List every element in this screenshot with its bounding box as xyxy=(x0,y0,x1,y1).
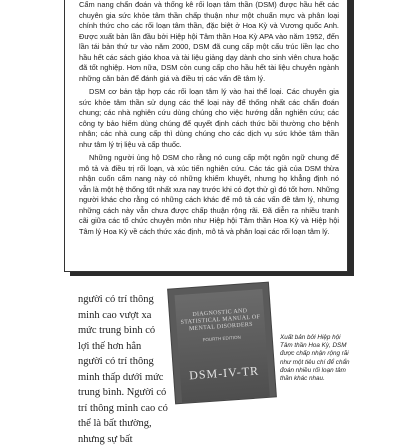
book-title: DIAGNOSTIC AND STATISTICAL MANUAL OF MENTAL DISORDERS xyxy=(180,308,261,333)
sidebar-box xyxy=(64,0,348,272)
sidebar-paragraph-2: DSM cơ bản tập hợp các rối loạn tâm lý vào hai thể loại. Các chuyên gia sức khỏe tâm thần sử dụng các thể loại này để thống nhất các chẩn đoán chung; các nhà nghiên cứu dùng chúng cho việc hướng dẫn nghiên cứu; các công ty bảo hiểm dùng chúng để quyết định cách thức bồi thường cho bệnh nhân; các nhà cung cấp thì dùng chúng cho các dịch vụ sức khỏe tâm thần như tâm lý trị liệu và cấp thuốc. xyxy=(79,87,339,149)
book-label: DSM-IV-TR xyxy=(188,363,260,383)
caption-text: Xuất bản bởi Hiệp hội Tâm thần Hoa Kỳ, DSM được chấp nhận rộng rãi như một tiêu chí để chẩn đoán nhiều rối loạn tâm thần khác nhau. xyxy=(280,334,350,383)
dsm-book-cover-image xyxy=(168,283,276,404)
figure-caption xyxy=(280,334,354,383)
book-edition: FOURTH EDITION xyxy=(202,334,241,343)
sidebar-paragraph-1: Cẩm nang chẩn đoán và thống kê rối loạn tâm thần (DSM) được hầu hết các chuyên gia sức khỏe tâm thần chấp thuận như một chuẩn mực và phân loại chính thức cho các rối loạn tâm thần, đặc biệt ở Hoa Kỳ và Vương quốc Anh. Được xuất bản lần đầu bởi Hiệp hội Tâm thần Hoa Kỳ APA vào năm 1952, đến lần tái bản thứ tư vào năm 2000, DSM đã cung cấp một cấu trúc liền lạc cho hầu hết các sách giáo khoa và tài liệu giảng dạy dành cho sinh viên chưa hoặc đã tốt nghiệp. Hơn nữa, DSM còn cung cấp cho hầu hết tài liệu chuyên ngành những căn bản để đánh giá và điều trị các vấn đề tâm lý. xyxy=(79,0,339,83)
book-cover-face xyxy=(175,289,270,403)
body-paragraph: người có trí thông minh cao vượt xa mức trung bình có lợi thế hơn hẳn người có trí thông minh thấp dưới mức trung bình. Người có trí thông minh cao có thể là bất thường, nhưng sự bất xyxy=(78,294,168,445)
sidebar-paragraph-3: Những người ủng hộ DSM cho rằng nó cung cấp một ngôn ngữ chung để mô tả và điều trị rối loạn, và xúc tiến nghiên cứu. Các tác giả của DSM thừa nhận cuốn cẩm nang này có những khiếm khuyết, nhưng họ khẳng định nó vẫn là một hệ thống tốt nhất xưa nay trước khi có đợt thử gì đó tốt hơn. Những người khác cho rằng có những cách khác để mô tả các vấn đề tâm lý, nhưng những cách này vẫn chưa được chấp thuận rộng rãi. Đã diễn ra nhiều tranh cãi giữa các tổ chức chuyên môn như Hiệp hội Tâm thần Hoa Kỳ và Hiệp hội Tâm lý Hoa Kỳ về cách thức xác định, mô tả và phân loại các rối loạn tâm lý. xyxy=(79,153,339,236)
body-text-column xyxy=(78,292,168,447)
